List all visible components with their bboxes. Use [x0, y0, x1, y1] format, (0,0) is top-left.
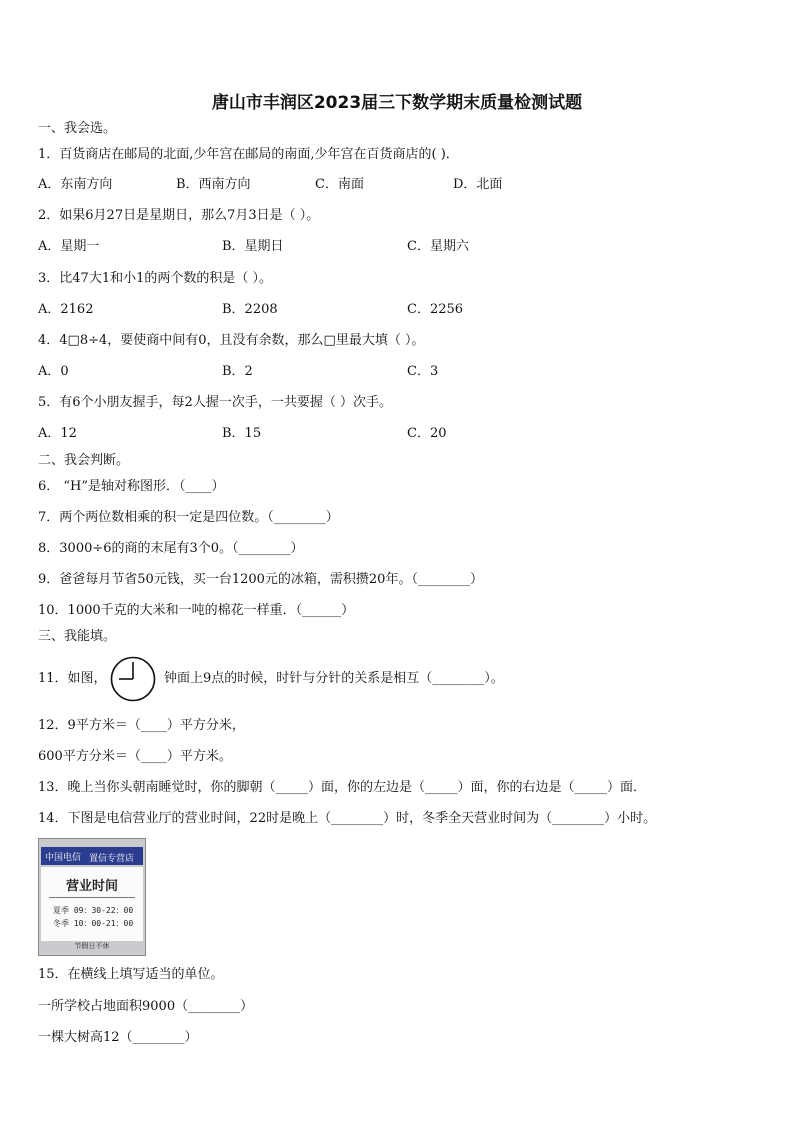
section-heading-1: 一、我会选。 — [38, 121, 117, 136]
q2-option-a: A．星期一 — [38, 239, 100, 254]
sign-header-bar — [41, 847, 143, 865]
q3-option-c: C．2256 — [407, 302, 464, 317]
question-13: 13．晚上当你头朝南睡觉时，你的脚朝（_____）面，你的左边是（_____）面，你的右边是（_____）面． — [38, 780, 647, 795]
q5-option-b: B．15 — [222, 426, 262, 441]
q4-option-b: B．2 — [222, 364, 253, 379]
telecom-logo: 中国电信 — [45, 853, 82, 863]
question-15-line2: 一棵大树高12（________） — [38, 1030, 198, 1045]
question-1: 1．百货商店在邮局的北面,少年宫在邮局的南面,少年宫在百货商店的( )． — [38, 147, 459, 162]
question-15-line1: 一所学校占地面积9000（________） — [38, 999, 254, 1014]
question-9: 9．爸爸每月节省50元钱，买一台1200元的冰箱，需积攒20年。（________） — [38, 572, 483, 587]
question-14: 14．下图是电信营业厅的营业时间，22时是晚上（________）时，冬季全天营业时间为（________）小时。 — [38, 811, 657, 826]
q3-option-a: A．2162 — [38, 302, 94, 317]
q5-option-c: C．20 — [407, 426, 447, 441]
q4-option-a: A．0 — [38, 364, 69, 379]
section-heading-2: 二、我会判断。 — [38, 453, 130, 468]
q3-option-b: B．2208 — [222, 302, 278, 317]
question-5: 5．有6个小朋友握手，每2人握一次手，一共要握（ ）次手。 — [38, 395, 392, 410]
q5-option-a: A．12 — [38, 426, 77, 441]
question-11-prefix: 11．如图， — [38, 671, 107, 686]
winter-hours: 冬季 10：00-21：00 — [53, 919, 134, 928]
business-hours-sign-photo — [38, 838, 146, 956]
sign-divider — [49, 897, 135, 898]
q1-option-b: B．西南方向 — [176, 177, 251, 192]
question-3: 3．比47大1和小1的两个数的积是（ ）。 — [38, 271, 272, 286]
q4-option-c: C．3 — [407, 364, 439, 379]
q2-option-b: B．星期日 — [222, 239, 284, 254]
sign-panel — [41, 867, 143, 941]
page-title: 唐山市丰润区2023届三下数学期末质量检测试题 — [211, 93, 583, 113]
q1-option-c: C．南面 — [315, 177, 364, 192]
q2-option-c: C．星期六 — [407, 239, 469, 254]
store-name: 置信专营店 — [89, 854, 135, 864]
question-12-line2: 600平方分米＝（____）平方米。 — [38, 749, 232, 764]
section-heading-3: 三、我能填。 — [38, 629, 117, 644]
question-8: 8．3000÷6的商的末尾有3个0。（________） — [38, 541, 304, 556]
q1-option-d: D．北面 — [453, 177, 503, 192]
question-15: 15．在横线上填写适当的单位。 — [38, 967, 224, 982]
question-12-line1: 12．9平方米＝（____）平方分米， — [38, 718, 245, 733]
holiday-note: 节假日不休 — [74, 942, 110, 950]
question-2: 2．如果6月27日是星期日，那么7月3日是（ ）。 — [38, 208, 320, 223]
question-4: 4．4□8÷4，要使商中间有0，且没有余数，那么□里最大填（ ）。 — [38, 333, 425, 348]
question-7: 7．两个两位数相乘的积一定是四位数。（________） — [38, 510, 339, 525]
question-11-text: 钟面上9点的时候，时针与分针的关系是相互（________）。 — [164, 671, 504, 686]
summer-hours: 夏季 09：30-22：00 — [53, 906, 134, 915]
question-10: 10．1000千克的大米和一吨的棉花一样重．（______） — [38, 603, 355, 618]
q1-option-a: A．东南方向 — [38, 177, 113, 192]
question-6: 6． “H”是轴对称图形．（____） — [38, 479, 225, 494]
sign-title: 营业时间 — [65, 879, 118, 894]
clock-face-icon — [110, 656, 156, 702]
